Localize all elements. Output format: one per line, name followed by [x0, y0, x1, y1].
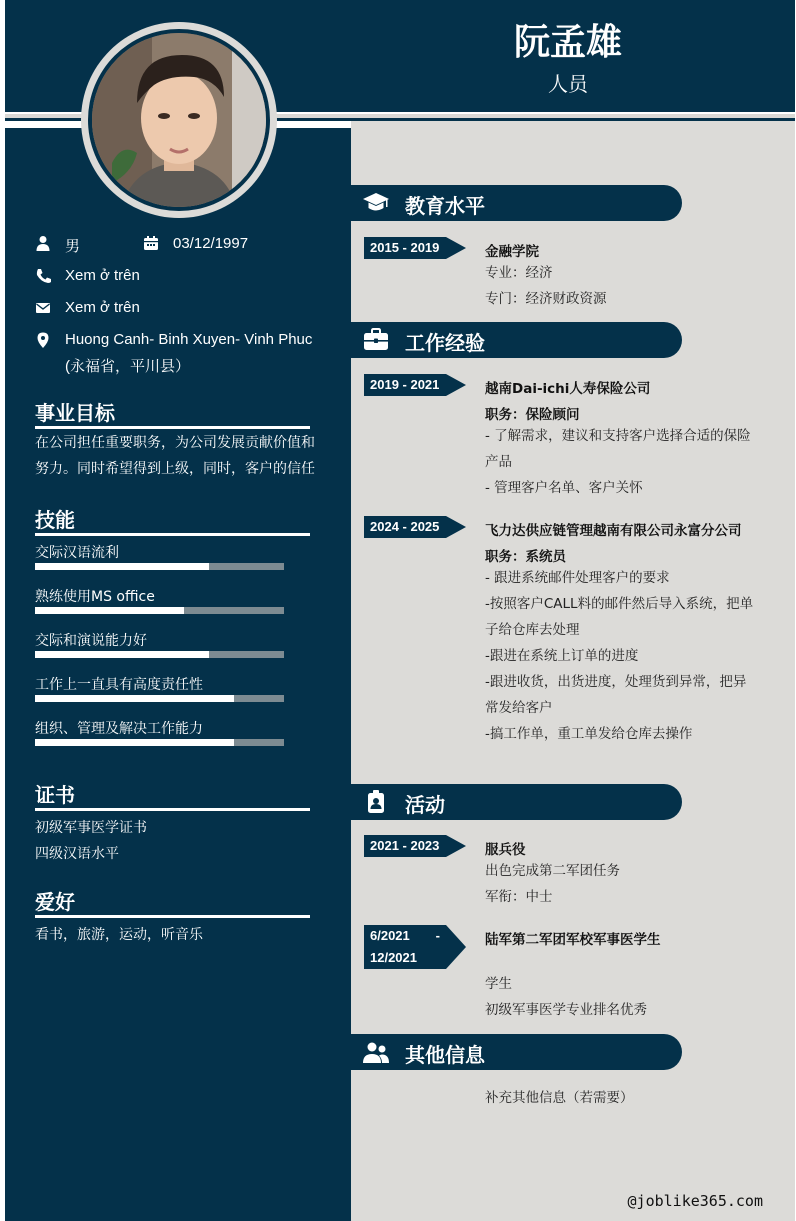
- address-line-2: (永福省，平川县）: [65, 358, 190, 375]
- experience-position: 职务：系统员: [485, 549, 566, 565]
- skill-label: 交际和演说能力好: [35, 633, 147, 649]
- skill-bar-fill: [35, 563, 209, 570]
- activity-period-start: 6/2021: [370, 928, 410, 943]
- skill-bar-fill: [35, 607, 184, 614]
- activity-name: 陆军第二军团军校军事医学生: [485, 932, 661, 948]
- education-details: [485, 260, 775, 312]
- birthdate-value: 03/12/1997: [173, 235, 249, 252]
- skill-bar: [35, 739, 284, 746]
- calendar-icon: [143, 235, 159, 251]
- experience-duty: -跟进收货，出货进度，处理货到异常，把异: [485, 674, 747, 690]
- certificate-item: 初级军事医学证书: [35, 820, 147, 836]
- briefcase-icon: [363, 327, 389, 353]
- career-goal-text: [35, 430, 335, 482]
- hobbies-rule: [35, 915, 310, 918]
- experience-duties: [485, 423, 775, 501]
- experience-duty: 产品: [485, 454, 512, 470]
- skill-bar: [35, 563, 284, 570]
- certificates-rule: [35, 808, 310, 811]
- activity-line: 军衔：中士: [485, 889, 553, 905]
- experience-duty: -跟进在系统上订单的进度: [485, 648, 639, 664]
- activities-section-header: [351, 784, 682, 820]
- activities-title: 活动: [405, 793, 445, 817]
- other-info-text: 补充其他信息（若需要）: [485, 1090, 634, 1106]
- activity-period-tag: 2021 - 2023: [364, 835, 446, 857]
- experience-duty: 子给仓库去处理: [485, 622, 580, 638]
- education-school: 金融学院: [485, 244, 539, 260]
- badge-icon: [363, 789, 389, 815]
- career-goal-rule: [35, 426, 310, 429]
- experience-position: 职务：保险顾问: [485, 407, 580, 423]
- other-info-title: 其他信息: [405, 1043, 485, 1067]
- education-line: 专门：经济财政资源: [485, 291, 607, 307]
- activity-period-tag: [364, 925, 446, 969]
- activity-period-end: 12/2021: [370, 950, 417, 965]
- skills-title: 技能: [35, 508, 75, 532]
- experience-company: 越南Dai-ichi人寿保险公司: [485, 381, 651, 397]
- skill-label: 组织、管理及解决工作能力: [35, 721, 203, 737]
- skills-rule: [35, 533, 310, 536]
- education-period-tag: 2015 - 2019: [364, 237, 446, 259]
- education-line: 专业：经济: [485, 265, 553, 281]
- career-goal-line: 在公司担任重要职务，为公司发展贡献价值和: [35, 435, 315, 451]
- activity-line: 学生: [485, 976, 512, 992]
- experience-duty: - 了解需求，建议和支持客户选择合适的保险: [485, 428, 751, 444]
- experience-period-tag: 2024 - 2025: [364, 516, 446, 538]
- footer-watermark: @joblike365.com: [627, 1192, 763, 1210]
- phone-value: Xem ở trên: [65, 267, 140, 284]
- graduation-cap-icon: [363, 190, 389, 216]
- skill-bar: [35, 695, 284, 702]
- hobbies-text: 看书，旅游，运动，听音乐: [35, 927, 203, 943]
- education-section-header: [351, 185, 682, 221]
- experience-duties: [485, 565, 775, 747]
- activity-details: [485, 858, 775, 910]
- experience-duty: -搞工作单，重工单发给仓库去操作: [485, 726, 693, 742]
- skill-bar: [35, 607, 284, 614]
- skill-bar-fill: [35, 739, 234, 746]
- address-line-1: Huong Canh- Binh Xuyen- Vinh Phuc: [65, 331, 313, 348]
- person-role: 人员: [548, 72, 588, 96]
- certificate-item: 四级汉语水平: [35, 846, 119, 862]
- activity-line: 出色完成第二军团任务: [485, 863, 620, 879]
- gender-value: 男: [65, 238, 81, 255]
- career-goal-title: 事业目标: [35, 401, 115, 425]
- skill-bar-fill: [35, 695, 234, 702]
- person-name: 阮孟雄: [513, 22, 622, 63]
- profile-photo: [92, 33, 266, 207]
- other-info-section-header: [351, 1034, 682, 1070]
- activity-line: 初级军事医学专业排名优秀: [485, 1002, 647, 1018]
- skill-label: 交际汉语流利: [35, 545, 119, 561]
- experience-title: 工作经验: [405, 331, 485, 355]
- experience-duty: 常发给客户: [485, 700, 553, 716]
- certificates-title: 证书: [35, 783, 75, 807]
- skill-label: 工作上一直具有高度责任性: [35, 677, 203, 693]
- hobbies-title: 爱好: [35, 890, 75, 914]
- phone-icon: [35, 268, 51, 284]
- skill-bar-fill: [35, 651, 209, 658]
- user-icon: [35, 235, 51, 251]
- users-icon: [363, 1039, 389, 1065]
- map-pin-icon: [35, 332, 51, 348]
- skill-bar: [35, 651, 284, 658]
- activity-name: 服兵役: [485, 842, 526, 858]
- activity-period-dash: -: [435, 928, 440, 943]
- education-title: 教育水平: [405, 194, 485, 218]
- envelope-icon: [35, 300, 51, 316]
- activity-details: [485, 971, 775, 1023]
- experience-duty: - 跟进系统邮件处理客户的要求: [485, 570, 670, 586]
- email-value: Xem ở trên: [65, 299, 140, 316]
- experience-period-tag: 2019 - 2021: [364, 374, 446, 396]
- experience-duty: - 管理客户名单、客户关怀: [485, 480, 643, 496]
- experience-duty: -按照客户CALL料的邮件然后导入系统，把单: [485, 596, 754, 612]
- experience-company: 飞力达供应链管理越南有限公司永富分公司: [485, 523, 742, 539]
- experience-section-header: [351, 322, 682, 358]
- career-goal-line: 努力。同时希望得到上级，同时，客户的信任: [35, 461, 315, 477]
- skill-label: 熟练使用MS office: [35, 589, 155, 605]
